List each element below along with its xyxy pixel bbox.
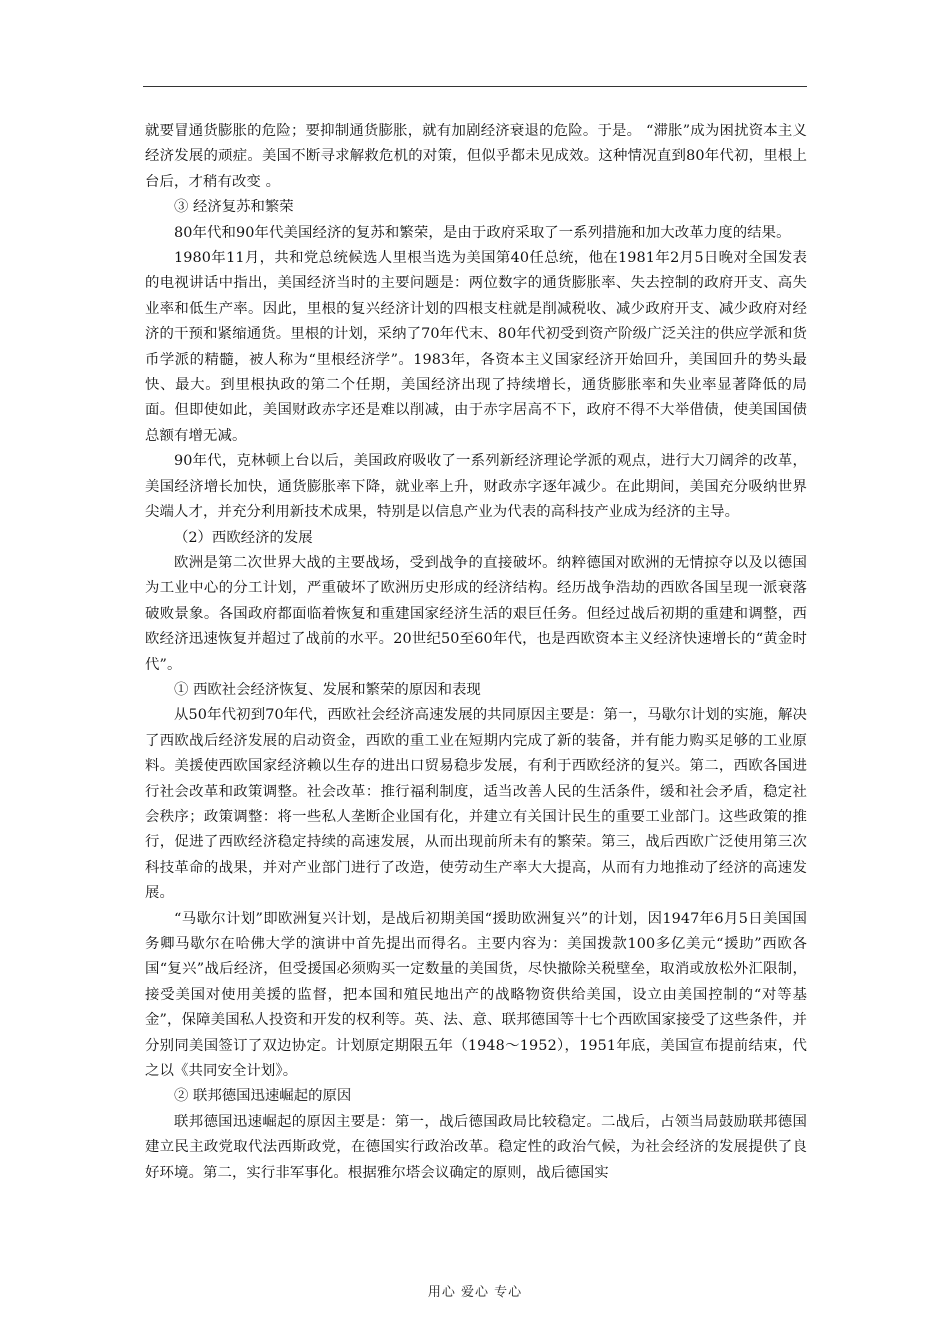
heading-western-europe: （2）西欧经济的发展	[174, 529, 313, 546]
heading-west-germany: ② 联邦德国迅速崛起的原因	[174, 1088, 352, 1105]
paragraph-marshall-plan: “马歇尔计划”即欧洲复兴计划，是战后初期美国“援助欧洲复兴”的计划，因1947年6月5日美国国务卿马歇尔在哈佛大学的演讲中首先提出而得名。主要内容为：美国拨款100多亿美元“援助”西欧各国“复兴”战后经济，但受援国必须购买一定数量的美国货，尽快撤除关税壁垒，取消或放松外汇限制，接受美国对使用美援的监督，把本国和殖民地出产的战略物资供给美国，设立由美国控制的“对等基金”，保障美国私人投资和开发的权利等。英、法、意、联邦德国等十七个西欧国家接受了这些条件，并分别同美国签订了双边协定。计划原定期限五年（1948～1952），1951年底，美国宣布提前结束，代之以《共同安全计划》。	[145, 910, 807, 1080]
paragraph-stagflation: 就要冒通货膨胀的危险；要抑制通货膨胀，就有加剧经济衰退的危险。于是。 “滞胀”成为困扰资本主义经济发展的顽症。美国不断寻求解救危机的对策，但似乎都未见成效。这种情况直到80年代初，里根上台后，才稍有改变 。	[145, 123, 807, 190]
page-footer: 用心 爱心 专心	[427, 1285, 523, 1300]
paragraph-europe-war: 欧洲是第二次世界大战的主要战场，受到战争的直接破坏。纳粹德国对欧洲的无情掠夺以及以德国为工业中心的分工计划，严重破坏了欧洲历史形成的经济结构。经历战争浩劫的西欧各国呈现一派衰落破败景象。各国政府都面临着恢复和重建国家经济生活的艰巨任务。但经过战后初期的重建和调整，西欧经济迅速恢复并超过了战前的水平。20世纪50至60年代，也是西欧资本主义经济快速增长的“黄金时代”。	[145, 554, 807, 673]
heading-economic-recovery: ③ 经济复苏和繁荣	[174, 199, 294, 216]
paragraph-west-germany: 联邦德国迅速崛起的原因主要是：第一，战后德国政局比较稳定。二战后，占领当局鼓励联邦德国建立民主政党取代法西斯政党，在德国实行政治改革。稳定性的政治气候，为社会经济的发展提供了良好环境。第二，实行非军事化。根据雅尔塔会议确定的原则，战后德国实	[145, 1113, 807, 1181]
paragraph-clinton-era: 90年代，克林顿上台以后，美国政府吸收了一系列新经济理论学派的观点，进行大刀阔斧的改革，美国经济增长加快，通货膨胀率下降，就业率上升，财政赤字逐年减少。在此期间，美国充分吸纳世界尖端人才，并充分利用新技术成果，特别是以信息产业为代表的高科技产业成为经济的主导。	[145, 453, 807, 521]
document-body	[145, 119, 807, 1186]
paragraph-recovery-intro: 80年代和90年代美国经济的复苏和繁荣，是由于政府采取了一系列措施和加大改革力度的结果。	[174, 224, 791, 241]
header-rule	[143, 86, 807, 87]
paragraph-reaganomics: 1980年11月，共和党总统候选人里根当选为美国第40任总统，他在1981年2月5日晚对全国发表的电视讲话中指出，美国经济当时的主要问题是：两位数字的通货膨胀率、失去控制的政府开支、高失业率和低生产率。因此，里根的复兴经济计划的四根支柱就是削减税收、减少政府开支、减少政府对经济的干预和紧缩通货。里根的计划，采纳了70年代末、80年代初受到资产阶级广泛关注的供应学派和货币学派的精髓，被人称为“里根经济学”。1983年，各资本主义国家经济开始回升，美国回升的势头最快、最大。到里根执政的第二个任期，美国经济出现了持续增长，通货膨胀率和失业率显著降低的局面。但即使如此，美国财政赤字还是难以削减，由于赤字居高不下，政府不得不大举借债，使美国国债总额有增无减。	[145, 250, 807, 444]
paragraph-europe-causes: 从50年代初到70年代，西欧社会经济高速发展的共同原因主要是：第一，马歇尔计划的实施，解决了西欧战后经济发展的启动资金，西欧的重工业在短期内完成了新的装备，并有能力购买足够的工业原料。美援使西欧国家经济赖以生存的进出口贸易稳步发展，有利于西欧经济的复兴。第二，西欧各国进行社会改革和政策调整。社会改革：推行福利制度，适当改善人民的生活条件，缓和社会矛盾，稳定社会秩序；政策调整：将一些私人垄断企业国有化，并建立有关国计民生的重要工业部门。这些政策的推行，促进了西欧经济稳定持续的高速发展，从而出现前所未有的繁荣。第三，战后西欧广泛使用第三次科技革命的战果，并对产业部门进行了改造，使劳动生产率大大提高，从而有力地推动了经济的高速发展。	[145, 707, 807, 902]
heading-europe-causes: ① 西欧社会经济恢复、发展和繁荣的原因和表现	[174, 681, 481, 698]
